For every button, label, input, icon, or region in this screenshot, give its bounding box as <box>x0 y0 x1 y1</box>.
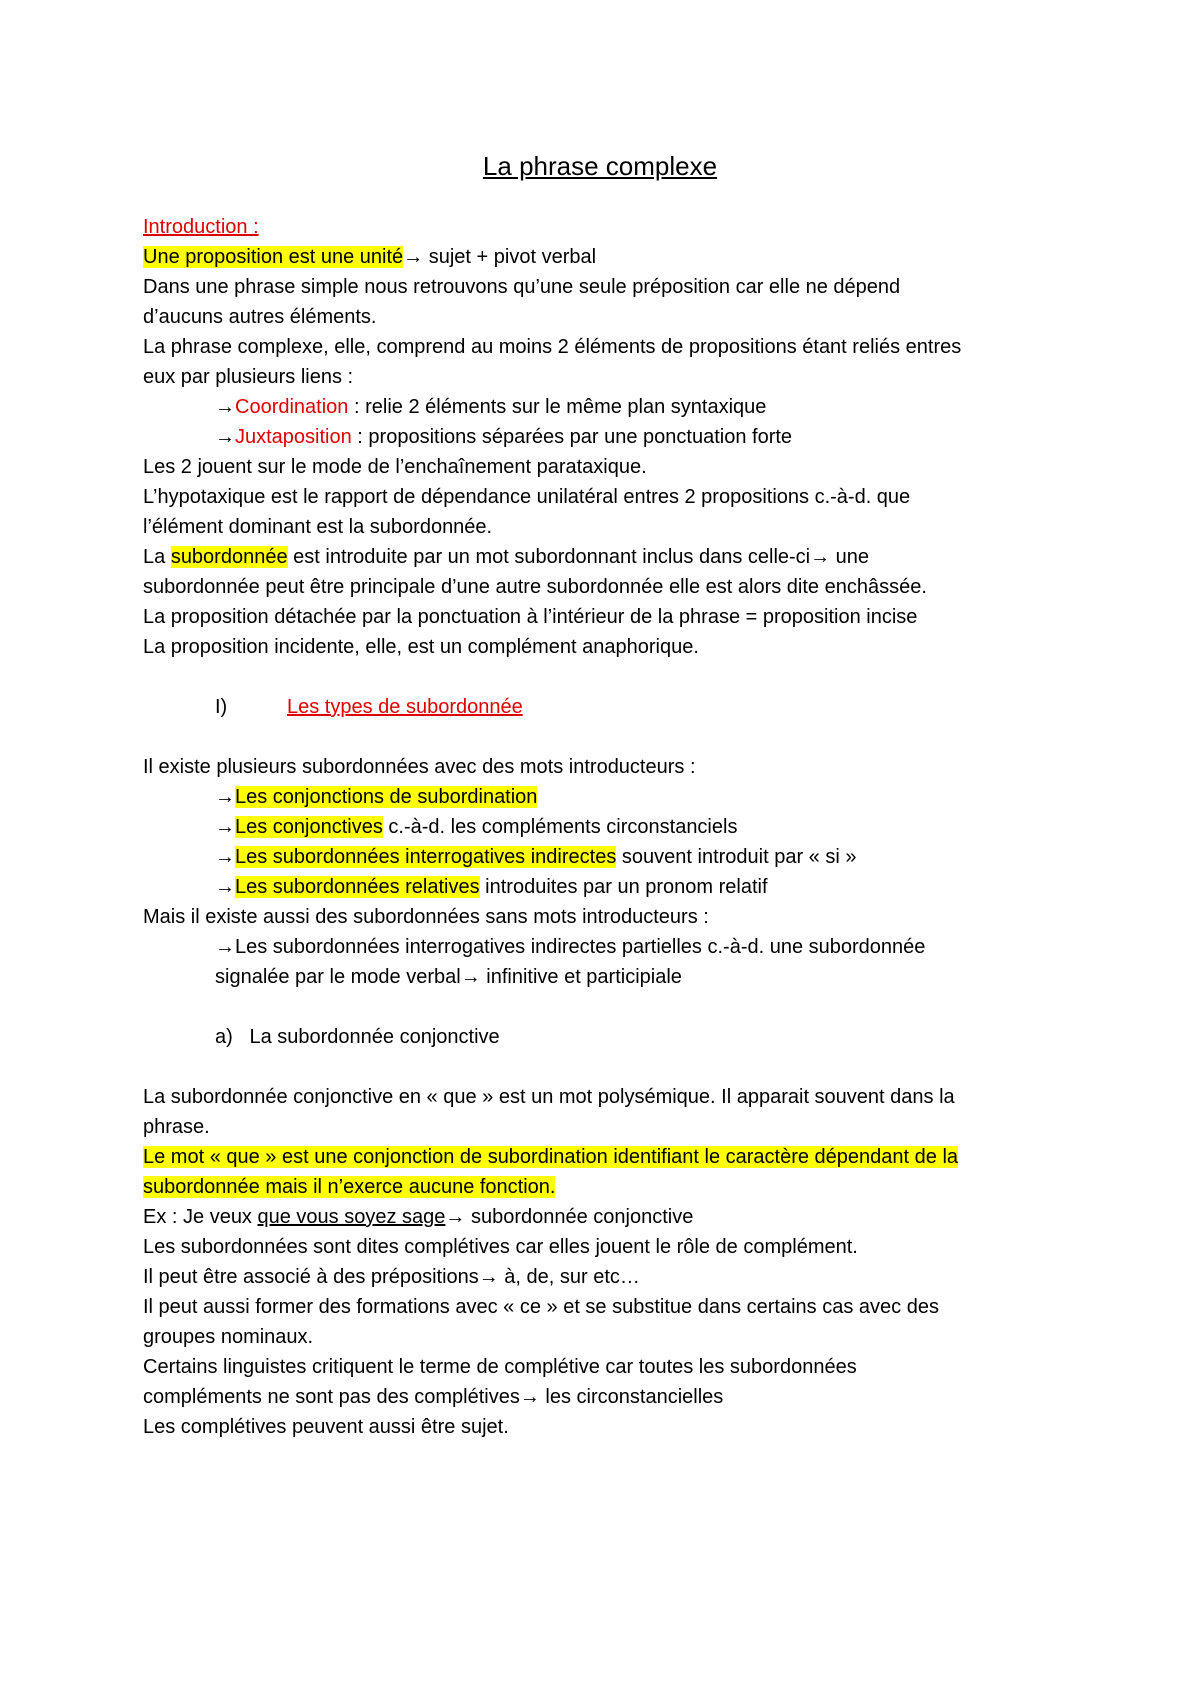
list-item: →Les subordonnées relatives introduites par un pronom relatif <box>215 876 768 898</box>
highlighted-text: subordonnée <box>170 546 288 568</box>
paragraph-line <box>143 1172 1083 1202</box>
paragraph-line: La proposition détachée par la ponctuation à l’intérieur de la phrase = proposition incise <box>143 606 918 628</box>
paragraph-line: l’élément dominant est la subordonnée. <box>143 516 493 538</box>
paragraph-line: Les 2 jouent sur le mode de l’enchaînement parataxique. <box>143 456 647 478</box>
paragraph-line: Une proposition est une unité→ sujet + pivot verbal <box>143 246 597 268</box>
example-line: Ex : Je veux que vous soyez sage→ subordonnée conjonctive <box>143 1206 694 1228</box>
paragraph-line: subordonnée peut être principale d’une autre subordonnée elle est alors dite enchâssée. <box>143 576 927 598</box>
paragraph-line: d’aucuns autres éléments. <box>143 306 377 328</box>
paragraph-line: Dans une phrase simple nous retrouvons qu’une seule préposition car elle ne dépend <box>143 276 901 298</box>
intro-heading: Introduction : <box>143 216 259 238</box>
list-item-juxtaposition: →Juxtaposition : propositions séparées par une ponctuation forte <box>215 426 793 448</box>
arrow-icon: → <box>215 876 235 898</box>
paragraph-line: phrase. <box>143 1116 210 1138</box>
highlighted-text: Les subordonnées relatives <box>235 876 480 898</box>
paragraph-line: Les subordonnées sont dites complétives car elles jouent le rôle de complément. <box>143 1236 858 1258</box>
paragraph-line: Il peut aussi former des formations avec « ce » et se substitue dans certains cas avec des <box>143 1296 939 1318</box>
subsection-heading <box>143 1022 1083 1052</box>
arrow-icon: → <box>215 426 235 448</box>
paragraph-line: La proposition incidente, elle, est un complément anaphorique. <box>143 636 699 658</box>
paragraph-line: Mais il existe aussi des subordonnées sans mots introducteurs : <box>143 906 709 928</box>
paragraph-line: L’hypotaxique est le rapport de dépendance unilatéral entres 2 propositions c.-à-d. que <box>143 486 911 508</box>
list-item: →Les subordonnées interrogatives indirectes souvent introduit par « si » <box>215 846 857 868</box>
list-item-continuation: signalée par le mode verbal→ infinitive et participiale <box>215 966 682 988</box>
arrow-icon: → <box>215 816 235 838</box>
list-item-coordination: →Coordination : relie 2 éléments sur le même plan syntaxique <box>215 396 767 418</box>
paragraph-line: groupes nominaux. <box>143 1326 314 1348</box>
paragraph-line: compléments ne sont pas des complétives→ les circonstancielles <box>143 1386 724 1408</box>
page-title: La phrase complexe <box>482 151 718 181</box>
subsection-title: La subordonnée conjonctive <box>249 1026 500 1048</box>
highlighted-text: subordonnée mais il n’exerce aucune fonction. <box>143 1176 556 1198</box>
paragraph-line: Il existe plusieurs subordonnées avec des mots introducteurs : <box>143 756 696 778</box>
paragraph-line: Il peut être associé à des prépositions→ à, de, sur etc… <box>143 1266 640 1288</box>
paragraph-line: eux par plusieurs liens : <box>143 366 354 388</box>
list-item <box>143 782 1083 812</box>
underlined-example: que vous soyez sage <box>257 1206 446 1228</box>
list-item: →Les conjonctives c.-à-d. les compléments circonstanciels <box>215 816 738 838</box>
paragraph-line: Les complétives peuvent aussi être sujet. <box>143 1416 509 1438</box>
paragraph-line: La subordonnée est introduite par un mot subordonnant inclus dans celle-ci→ une <box>143 546 870 568</box>
highlighted-text: Les conjonctives <box>235 816 383 838</box>
arrow-icon: → <box>215 396 235 418</box>
section-heading <box>143 692 1083 722</box>
paragraph-line: La subordonnée conjonctive en « que » est un mot polysémique. Il apparait souvent dans la <box>143 1086 955 1108</box>
highlighted-text: Les conjonctions de subordination <box>235 786 538 808</box>
highlighted-text: Le mot « que » est une conjonction de subordination identifiant le caractère dépendant de la <box>143 1146 959 1168</box>
highlighted-text: Les subordonnées interrogatives indirectes <box>235 846 617 868</box>
subsection-label: a) <box>215 1026 233 1048</box>
paragraph-line: Certains linguistes critiquent le terme de complétive car toutes les subordonnées <box>143 1356 857 1378</box>
arrow-icon: → <box>215 786 235 808</box>
highlighted-text: Une proposition est une unité <box>143 246 404 268</box>
section-number: I) <box>215 696 228 718</box>
section-title: Les types de subordonnée <box>287 696 523 718</box>
paragraph-line: La phrase complexe, elle, comprend au moins 2 éléments de propositions étant reliés entres <box>143 336 962 358</box>
arrow-icon: → <box>215 846 235 868</box>
paragraph-line <box>143 1142 1083 1172</box>
document-body <box>143 212 1083 1442</box>
list-item: →Les subordonnées interrogatives indirectes partielles c.-à-d. une subordonnée <box>215 936 926 958</box>
